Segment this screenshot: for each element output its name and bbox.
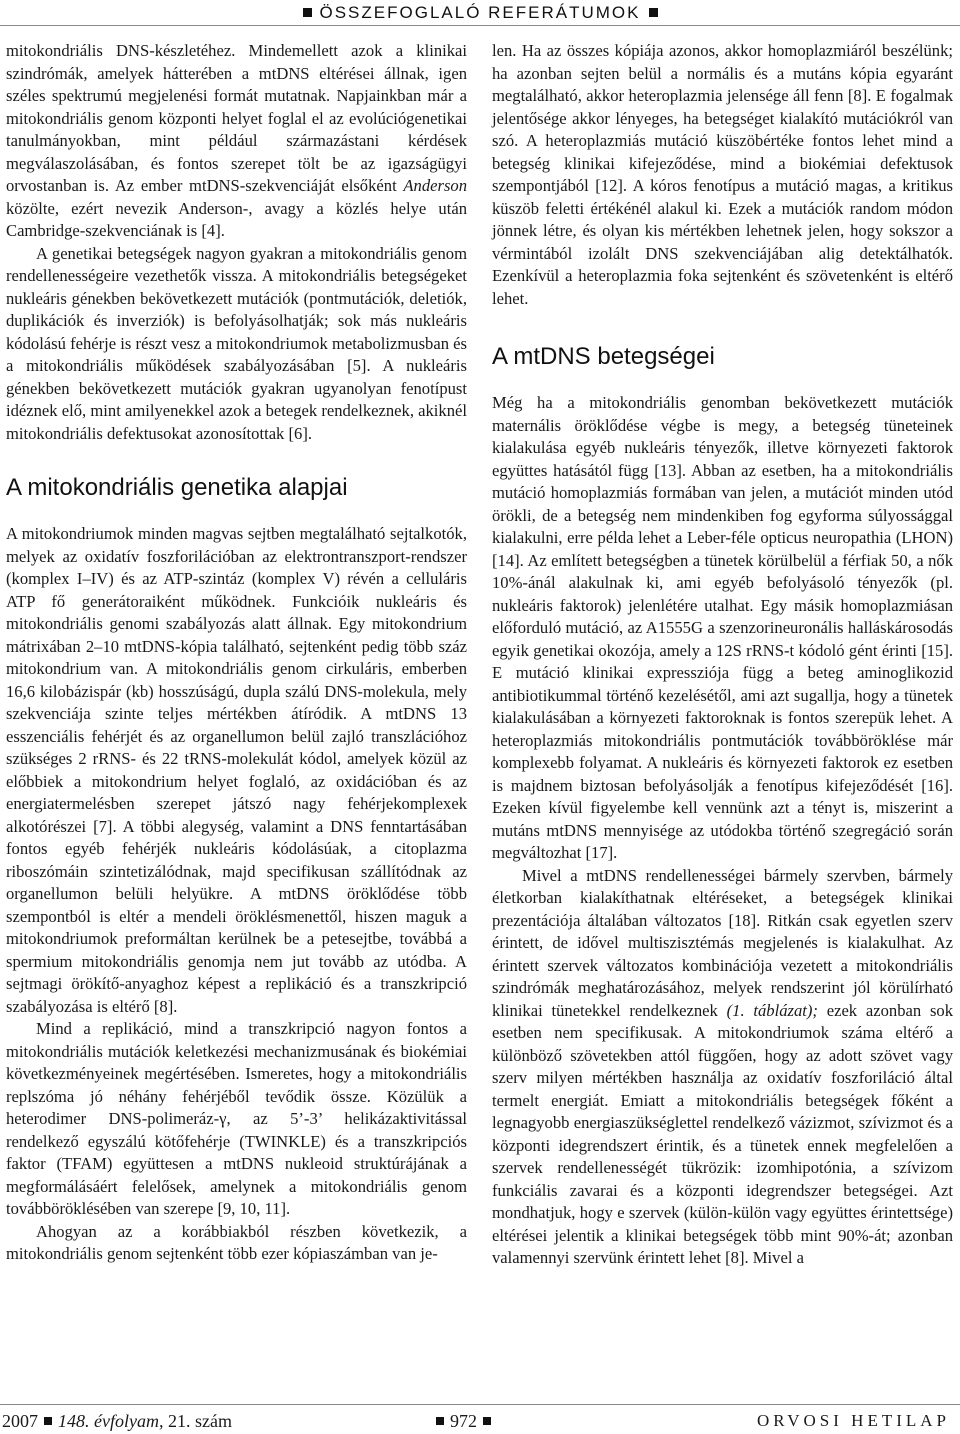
section-heading: A mitokondriális genetika alapjai xyxy=(6,474,348,501)
paragraph: Mind a replikáció, mind a transzkripció nagyon fontos a mitokondriális mutációk keletkezési mechanizmusának és biokémiai következményeinek megértésében. Ismeretes, hogy a mitokondriális replszóma jó néhány fehérjéből tevődik össze. Közülük a heterodimer DNS-polimeráz-γ, az 5’-3’ helikázaktivitással rendelkező egyszálú kötőfehérje (TWINKLE) és a transzkripciós faktor (TFAM) együttesen a mtDNS nukleoid struktúrájának a megformálásáért felelősek, amelynek a mitokondriális genom továbböröklésében van szerepe [9, 10, 11]. xyxy=(6,1019,467,1218)
paragraph: len. Ha az összes kópiája azonos, akkor homoplazmiáról beszélünk; ha azonban sejten belül a normális és a mutáns kópia egyaránt megtalálható, akkor heteroplazmia jelensége áll fenn [8]. E fogalmak jelentősége akkor lényeges, ha betegséget kialakító mutációkról van szó. A heteroplazmiás mutáció küszöbértéke fontos lehet mind a betegség klinikai kifejeződése, mind a biokémiai defektusok szempontjából [12]. A kóros fenotípus a mutáció magas, a kritikus küszöb feletti értékénél alakul ki. Ezek a mutációk random módon jönnek létre, és olyan kis mértékben lehetnek jelen, hogy sokszor a vérmintából izolált DNS szekvenciájában alig detektálhatók. Ezenkívül a heteroplazmia foka sejtenként és szövetenként is eltérő lehet. xyxy=(492,41,953,308)
paragraph: A genetikai betegségek nagyon gyakran a mitokondriális genom rendellenességeire vezethetők vissza. A mitokondriális betegségeket nukleáris génekben bekövetkezett mutációk (pontmutációk, deletiók, duplikációk és inverziók) is befolyásolhatják; sok más nukleáris kódolású fehérje is részt vesz a mitokondriumok metabolizmusban és a mitokondriális működések szabályozásában [5]. A nukleáris génekben bekövetkezett mutációk gyakran ugyanolyan fenotípust idéznek elő, mint amilyenekkel azok a betegek rendelkeznek, akiknél mitokondriális defektusokat azonosítottak [6]. xyxy=(6,243,467,443)
square-bullet-icon xyxy=(483,1417,491,1425)
footer-citation: 2007 148. évfolyam, 21. szám xyxy=(2,1411,232,1431)
author-name: Anderson xyxy=(403,176,467,195)
table-reference: (1. táblázat); xyxy=(726,1000,818,1020)
paragraph: Ahogyan az a korábbiakból részben következik, a mitokondriális genom sejtenként több ezer kópiaszámban van je- xyxy=(6,1221,467,1263)
square-bullet-icon xyxy=(436,1417,444,1425)
square-bullet-icon xyxy=(649,8,658,17)
square-bullet-icon xyxy=(44,1417,52,1425)
header-rule xyxy=(0,25,960,26)
section-heading: A mtDNS betegségei xyxy=(492,343,715,370)
page-footer xyxy=(0,1408,960,1434)
footer-rule xyxy=(0,1404,960,1405)
page-number: 972 xyxy=(430,1408,497,1434)
paragraph: mitokondriális DNS-készletéhez. Mindemellett azok a klinikai szindrómák, amelyek hátterében a mtDNS eltérései állnak, igen széles spektrumú megjelenési formát mutatnak. Napjainkban már a mitokondriális genom központi helyet foglal el az evolúciógenetikai tanulmányokban, mint például származástani kérdések megválaszolásában, és fontos szerepet tölt be az igazságügyi orvostanban is. Az ember mtDNS-szekvenciáját elsőként Anderson közölte, ezért nevezik Anderson-, avagy a közlés helye után Cambridge-szekvenciának is [4]. xyxy=(6,41,467,240)
journal-name: ORVOSI HETILAP xyxy=(757,1411,950,1430)
paragraph: A mitokondriumok minden magvas sejtben megtalálható sejtalkotók, melyek az oxidatív foszforilációban az elektrontranszport-rendszer (komplex I–IV) és az ATP-szintáz (komplex V) révén a celluláris ATP fő generátoraiként működnek. Funkcióik nukleáris és mitokondriális genomi szabályozás alatt állnak. Egy mitokondrium mátrixában 2–10 mtDNS-kópia található, sejtenként pedig több száz mitokondrium van. A mitokondriális genom cirkuláris, emberben 16,6 kilobázispár (kb) hosszúságú, dupla szálú DNS-molekula, mely szekvenciája szinte teljes mértékben átíródik. A mtDNS 13 esszenciális fehérjét és az organellumon belül zajló transzlációhoz szükséges 2 rRNS- és 22 tRNS-molekulát kódol, amelyek közül az előbbiek a mitokondrium helyet foglaló, az oxidációban és az energiatermelésben szerepet játszó nagy fehérjekomplexek alkotórészei [7]. A többi alegység, valamint a DNS fenntartásában fontos egyéb fehérjék nukleáris kódolásúak, a citoplazma riboszómáin szintetizálódnak, majd specifikusan szállítódnak az organellumon belüli helyükre. A mtDNS öröklődése több szempontból is eltér a mendeli öröklésmenettől, hiszen maguk a mitokondriumok preformáltan kerülnek be a petesejtbe, továbbá a spermium mitokondriális genomja nem jut tovább az utódba. A sejtmagi örökítő-anyaghoz képest a replikáció és a transzkripció szabályozása is eltérő [8]. xyxy=(6,524,467,1016)
paragraph: Még ha a mitokondriális genomban bekövetkezett mutációk maternális öröklődése végbe is megy, a betegség tüneteinek kialakulása egyéb nukleáris tényezők, illetve környezeti faktorok együttes hatásától függ [13]. Abban az esetben, ha a mitokondriális mutáció homoplazmiás formában van jelen, a mutációt minden utód örökli, de a betegség nem mindenkiben fog egyforma súlyossággal kialakulni, erre példa lehet a Leber-féle opticus neuropathia (LHON) [14]. Az említett betegségben a tünetek körülbelül a férfiak 50, a nők 10%-ánál alakulnak ki, ami egyéb befolyásoló tényezők (pl. nukleáris faktorok) jelenlétére utalhat. Egy másik homoplazmiásan előforduló mutáció, az A1555G a szenzorineuronális halláskárosodás egyik genetikai okozója, amely a 12S rRNS-t kódoló gént érinti [15]. E mutáció klinikai expressziója függ a beteg aminoglikozid antibiotikummal történő kezelésétől, ami azt sugallja, hogy a tünetek kialakulásában a környezeti faktoroknak is fontos szerepük lehet. A heteroplazmiás mitokondriális pontmutációk továbböröklése már komplexebb folyamat. A nukleáris és környezeti faktorok ez esetben is majdnem biztosan befolyásolják a fenotípus kifejeződését [16]. Ezeken kívül figyelembe kell vennünk azt a tényt is, miszerint a mutáns mtDNS mennyisége az utódokba történő szegregáció során megváltozhat [17]. xyxy=(492,393,953,862)
right-column xyxy=(492,40,953,1270)
left-column xyxy=(6,40,467,1266)
running-header xyxy=(0,0,960,26)
paragraph: Mivel a mtDNS rendellenességei bármely szervben, bármely életkorban kialakíthatnak eltéréseket, a betegségek klinikai prezentációja általában változatos [18]. Ritkán csak egyetlen szerv érintett, de idővel multiszisztémás megjelenés is kialakulhat. Az érintett szervek változatos kombinációja vezetett a mitokondriális szindrómák meghatározásához, melyek rendszerint jól körülírható klinikai tünetekkel rendelkeznek (1. táblázat); ezek azonban sok esetben nem specifikusak. A mitokondriumok száma eltérő a különböző szövetekben attól függően, hogy az adott szövet vagy szerv milyen mértékben használja az oxidatív foszforiláció által termelt energiát. Emiatt a mitokondriális betegségek főként a legnagyobb energiaszükséglettel rendelkező vázizmot, szívizmot és a központi idegrendszert érintik, és a tünetek ennek megfelelően a szervek rendellenességét tükrözik: izomhipotónia, a szívizom funkciális zavarai és a központi idegrendszer betegségei. Azt mondhatjuk, hogy e szervek (külön-külön vagy együttes érintettsége) eltérései jelentik a klinikai betegségek több mint 90%-át; azonban valamennyi szervünk érintett lehet [8]. Mivel a xyxy=(492,865,954,1267)
square-bullet-icon xyxy=(303,8,312,17)
section-title: ÖSSZEFOGLALÓ REFERÁTUMOK xyxy=(319,3,641,22)
